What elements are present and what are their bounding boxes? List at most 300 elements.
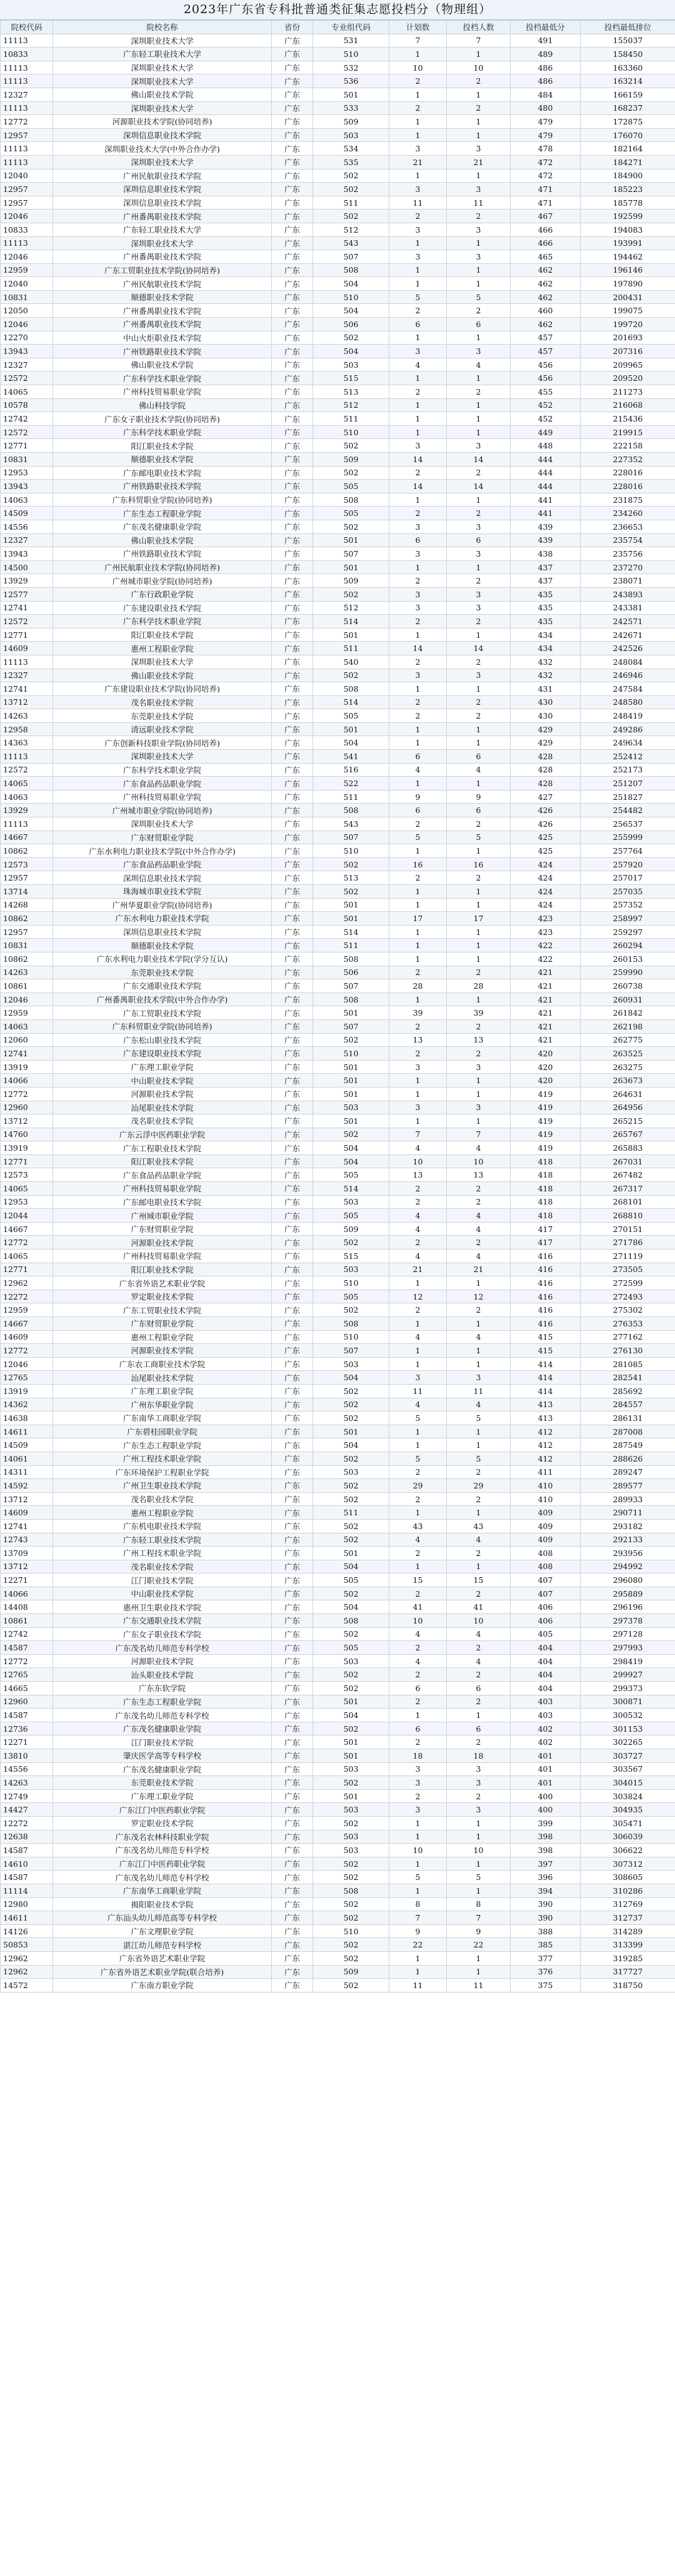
cell-school-name: 广东科学技术职业学院 — [53, 371, 272, 385]
cell-school-code: 14609 — [1, 1506, 53, 1520]
cell-school-code: 14509 — [1, 1438, 53, 1452]
cell-province: 广东 — [272, 1465, 313, 1479]
cell-admitted-count: 1 — [447, 1560, 511, 1573]
cell-province: 广东 — [272, 1614, 313, 1628]
cell-admitted-count: 21 — [447, 155, 511, 169]
cell-province: 广东 — [272, 1303, 313, 1317]
cell-school-code: 14556 — [1, 1762, 53, 1776]
cell-plan-count: 2 — [389, 1641, 447, 1655]
cell-school-name: 深圳信息职业技术学院 — [53, 196, 272, 210]
cell-plan-count: 3 — [389, 183, 447, 196]
cell-school-name: 广州城市职业学院(协同培养) — [53, 574, 272, 588]
cell-school-name: 广东食品药品职业学院 — [53, 777, 272, 790]
cell-min-score: 421 — [511, 1033, 581, 1047]
cell-province: 广东 — [272, 1547, 313, 1560]
cell-school-code: 14065 — [1, 777, 53, 790]
cell-min-score: 419 — [511, 1128, 581, 1141]
cell-plan-count: 3 — [389, 1776, 447, 1790]
cell-school-code: 12957 — [1, 128, 53, 142]
cell-admitted-count: 2 — [447, 74, 511, 88]
cell-province: 广东 — [272, 1101, 313, 1114]
cell-admitted-count: 43 — [447, 1519, 511, 1533]
cell-min-rank: 282541 — [581, 1371, 675, 1385]
cell-major-group-code: 502 — [313, 885, 389, 899]
cell-plan-count: 3 — [389, 250, 447, 264]
cell-admitted-count: 3 — [447, 345, 511, 358]
cell-min-score: 466 — [511, 236, 581, 250]
cell-admitted-count: 28 — [447, 979, 511, 993]
cell-major-group-code: 503 — [313, 1357, 389, 1371]
cell-min-score: 416 — [511, 1263, 581, 1276]
cell-min-rank: 289933 — [581, 1492, 675, 1506]
cell-admitted-count: 6 — [447, 804, 511, 817]
cell-school-name: 广州番禺职业技术学院 — [53, 210, 272, 223]
cell-school-code: 13929 — [1, 804, 53, 817]
cell-admitted-count: 1 — [447, 939, 511, 952]
table-row — [1, 547, 675, 561]
cell-school-name: 深圳信息职业技术学院 — [53, 183, 272, 196]
cell-plan-count: 1 — [389, 1317, 447, 1331]
cell-province: 广东 — [272, 560, 313, 574]
cell-major-group-code: 515 — [313, 1250, 389, 1263]
cell-province: 广东 — [272, 1668, 313, 1682]
cell-province: 广东 — [272, 952, 313, 966]
table-row — [1, 587, 675, 601]
table-row — [1, 1303, 675, 1317]
cell-school-name: 广州番禺职业技术学院 — [53, 250, 272, 264]
cell-school-code: 12741 — [1, 1519, 53, 1533]
cell-province: 广东 — [272, 709, 313, 723]
cell-min-score: 410 — [511, 1479, 581, 1493]
cell-min-score: 406 — [511, 1600, 581, 1614]
cell-province: 广东 — [272, 547, 313, 561]
cell-major-group-code: 516 — [313, 763, 389, 777]
cell-admitted-count: 1 — [447, 1884, 511, 1897]
cell-major-group-code: 501 — [313, 898, 389, 912]
cell-major-group-code: 503 — [313, 1263, 389, 1276]
cell-school-name: 广东轻工职业技术大学 — [53, 223, 272, 236]
cell-province: 广东 — [272, 210, 313, 223]
cell-major-group-code: 501 — [313, 1735, 389, 1749]
cell-min-rank: 287008 — [581, 1425, 675, 1438]
cell-min-rank: 285692 — [581, 1384, 675, 1398]
cell-plan-count: 1 — [389, 1857, 447, 1871]
table-row — [1, 857, 675, 871]
cell-province: 广东 — [272, 1871, 313, 1884]
cell-admitted-count: 4 — [447, 358, 511, 371]
cell-admitted-count: 3 — [447, 250, 511, 264]
cell-plan-count: 4 — [389, 358, 447, 371]
cell-admitted-count: 7 — [447, 1911, 511, 1925]
cell-min-score: 457 — [511, 331, 581, 345]
cell-admitted-count: 1 — [447, 1317, 511, 1331]
cell-min-rank: 172875 — [581, 115, 675, 129]
cell-min-score: 462 — [511, 277, 581, 291]
cell-major-group-code: 509 — [313, 1222, 389, 1236]
cell-admitted-count: 3 — [447, 587, 511, 601]
cell-school-code: 14065 — [1, 385, 53, 399]
cell-province: 广东 — [272, 1412, 313, 1425]
cell-school-name: 东莞职业技术学院 — [53, 709, 272, 723]
cell-major-group-code: 511 — [313, 642, 389, 655]
cell-min-score: 439 — [511, 520, 581, 533]
cell-province: 广东 — [272, 763, 313, 777]
cell-min-score: 431 — [511, 682, 581, 696]
cell-plan-count: 14 — [389, 642, 447, 655]
cell-plan-count: 1 — [389, 628, 447, 642]
table-row — [1, 1668, 675, 1682]
cell-plan-count: 3 — [389, 669, 447, 682]
cell-province: 广东 — [272, 398, 313, 412]
cell-province: 广东 — [272, 236, 313, 250]
cell-min-score: 408 — [511, 1547, 581, 1560]
table-row — [1, 1154, 675, 1168]
cell-major-group-code: 505 — [313, 1290, 389, 1303]
cell-province: 广东 — [272, 1924, 313, 1938]
cell-school-name: 广东云浮中医药职业学院 — [53, 1128, 272, 1141]
cell-school-name: 广东财贸职业学院 — [53, 1317, 272, 1331]
cell-admitted-count: 1 — [447, 736, 511, 750]
cell-plan-count: 2 — [389, 101, 447, 115]
cell-admitted-count: 4 — [447, 1398, 511, 1412]
cell-admitted-count: 13 — [447, 1033, 511, 1047]
cell-plan-count: 17 — [389, 912, 447, 926]
cell-min-rank: 242671 — [581, 628, 675, 642]
table-row — [1, 682, 675, 696]
cell-min-rank: 257764 — [581, 844, 675, 858]
cell-school-code: 12271 — [1, 1573, 53, 1587]
cell-min-rank: 268101 — [581, 1195, 675, 1209]
cell-school-code: 14556 — [1, 520, 53, 533]
cell-school-code: 12962 — [1, 1276, 53, 1290]
cell-min-rank: 306622 — [581, 1844, 675, 1857]
cell-major-group-code: 512 — [313, 398, 389, 412]
cell-admitted-count: 5 — [447, 1452, 511, 1465]
cell-school-name: 广东轻工职业技术大学 — [53, 48, 272, 61]
cell-plan-count: 1 — [389, 1425, 447, 1438]
cell-school-name: 广东科学技术职业学院 — [53, 615, 272, 629]
cell-major-group-code: 505 — [313, 1573, 389, 1587]
cell-admitted-count: 2 — [447, 871, 511, 885]
cell-min-score: 416 — [511, 1276, 581, 1290]
cell-province: 广东 — [272, 507, 313, 520]
cell-plan-count: 2 — [389, 1789, 447, 1803]
cell-plan-count: 1 — [389, 736, 447, 750]
cell-min-score: 489 — [511, 48, 581, 61]
table-row — [1, 493, 675, 507]
cell-school-code: 50853 — [1, 1938, 53, 1952]
cell-admitted-count: 3 — [447, 1776, 511, 1790]
cell-major-group-code: 508 — [313, 804, 389, 817]
cell-plan-count: 2 — [389, 695, 447, 709]
cell-province: 广东 — [272, 128, 313, 142]
cell-admitted-count: 3 — [447, 547, 511, 561]
cell-admitted-count: 1 — [447, 371, 511, 385]
table-header-row — [1, 21, 675, 34]
cell-major-group-code: 502 — [313, 1897, 389, 1911]
cell-province: 广东 — [272, 345, 313, 358]
cell-school-code: 14587 — [1, 1709, 53, 1722]
cell-major-group-code: 511 — [313, 412, 389, 426]
cell-admitted-count: 11 — [447, 1979, 511, 1993]
cell-school-name: 广东碧桂园职业学院 — [53, 1425, 272, 1438]
cell-school-code: 11113 — [1, 236, 53, 250]
cell-min-score: 456 — [511, 358, 581, 371]
cell-min-rank: 302265 — [581, 1735, 675, 1749]
cell-school-name: 广州华夏职业学院(协同培养) — [53, 898, 272, 912]
cell-major-group-code: 504 — [313, 345, 389, 358]
cell-major-group-code: 503 — [313, 358, 389, 371]
cell-plan-count: 14 — [389, 453, 447, 467]
cell-school-code: 12771 — [1, 628, 53, 642]
cell-school-name: 茂名职业技术学院 — [53, 1114, 272, 1128]
cell-plan-count: 5 — [389, 1452, 447, 1465]
cell-school-name: 广东女子职业技术学院 — [53, 1627, 272, 1641]
cell-province: 广东 — [272, 1884, 313, 1897]
cell-plan-count: 4 — [389, 1141, 447, 1155]
cell-min-rank: 265767 — [581, 1128, 675, 1141]
cell-school-code: 14611 — [1, 1425, 53, 1438]
cell-school-code: 14592 — [1, 1479, 53, 1493]
cell-min-score: 420 — [511, 1060, 581, 1074]
cell-min-rank: 296080 — [581, 1573, 675, 1587]
cell-min-rank: 307312 — [581, 1857, 675, 1871]
cell-plan-count: 6 — [389, 1722, 447, 1735]
cell-major-group-code: 503 — [313, 1654, 389, 1668]
cell-school-code: 12960 — [1, 1101, 53, 1114]
cell-min-score: 388 — [511, 1924, 581, 1938]
cell-min-rank: 252412 — [581, 750, 675, 764]
cell-admitted-count: 1 — [447, 425, 511, 439]
cell-plan-count: 18 — [389, 1749, 447, 1763]
cell-plan-count: 21 — [389, 1263, 447, 1276]
cell-min-score: 418 — [511, 1209, 581, 1223]
cell-school-name: 惠州工程职业学院 — [53, 1506, 272, 1520]
cell-min-rank: 264956 — [581, 1101, 675, 1114]
cell-school-code: 14760 — [1, 1128, 53, 1141]
cell-school-code: 10833 — [1, 48, 53, 61]
cell-plan-count: 2 — [389, 466, 447, 480]
table-row — [1, 1816, 675, 1830]
cell-province: 广东 — [272, 304, 313, 318]
cell-min-score: 449 — [511, 425, 581, 439]
cell-province: 广东 — [272, 318, 313, 331]
cell-min-score: 396 — [511, 1871, 581, 1884]
cell-min-rank: 261842 — [581, 1006, 675, 1020]
cell-admitted-count: 2 — [447, 1668, 511, 1682]
cell-admitted-count: 2 — [447, 817, 511, 831]
cell-school-name: 东莞职业技术学院 — [53, 1776, 272, 1790]
cell-min-rank: 305471 — [581, 1816, 675, 1830]
cell-major-group-code: 508 — [313, 952, 389, 966]
cell-min-score: 394 — [511, 1884, 581, 1897]
cell-major-group-code: 508 — [313, 993, 389, 1006]
cell-admitted-count: 3 — [447, 1101, 511, 1114]
cell-min-score: 441 — [511, 507, 581, 520]
cell-min-rank: 296196 — [581, 1600, 675, 1614]
cell-min-score: 448 — [511, 439, 581, 453]
cell-min-score: 444 — [511, 453, 581, 467]
cell-major-group-code: 510 — [313, 844, 389, 858]
cell-plan-count: 6 — [389, 804, 447, 817]
cell-school-code: 12741 — [1, 601, 53, 615]
cell-province: 广东 — [272, 777, 313, 790]
table-row — [1, 1357, 675, 1371]
cell-plan-count: 5 — [389, 831, 447, 844]
table-row — [1, 993, 675, 1006]
cell-school-code: 12765 — [1, 1668, 53, 1682]
cell-school-code: 12749 — [1, 1789, 53, 1803]
cell-province: 广东 — [272, 1128, 313, 1141]
cell-school-name: 广东理工职业学院 — [53, 1789, 272, 1803]
cell-min-score: 413 — [511, 1412, 581, 1425]
cell-province: 广东 — [272, 1060, 313, 1074]
cell-admitted-count: 3 — [447, 223, 511, 236]
cell-min-score: 452 — [511, 398, 581, 412]
header-major-group-code: 专业组代码 — [313, 21, 389, 34]
cell-province: 广东 — [272, 722, 313, 736]
cell-plan-count: 2 — [389, 655, 447, 669]
cell-province: 广东 — [272, 466, 313, 480]
cell-min-rank: 196146 — [581, 263, 675, 277]
cell-province: 广东 — [272, 1357, 313, 1371]
cell-school-code: 10578 — [1, 398, 53, 412]
table-row — [1, 183, 675, 196]
cell-major-group-code: 509 — [313, 574, 389, 588]
cell-min-score: 400 — [511, 1803, 581, 1817]
cell-school-name: 广州番禺职业技术学院(中外合作办学) — [53, 993, 272, 1006]
cell-major-group-code: 502 — [313, 1911, 389, 1925]
cell-school-name: 广东轻工职业技术学院 — [53, 1533, 272, 1547]
cell-plan-count: 1 — [389, 331, 447, 345]
cell-school-code: 12957 — [1, 196, 53, 210]
cell-major-group-code: 504 — [313, 1154, 389, 1168]
page-title: 2023年广东省专科批普通类征集志愿投档分（物理组） — [0, 0, 675, 20]
cell-admitted-count: 2 — [447, 385, 511, 399]
cell-major-group-code: 504 — [313, 1371, 389, 1385]
cell-min-rank: 299373 — [581, 1682, 675, 1695]
cell-min-score: 444 — [511, 480, 581, 493]
cell-school-code: 12040 — [1, 277, 53, 291]
cell-min-score: 401 — [511, 1776, 581, 1790]
table-row — [1, 1965, 675, 1979]
cell-admitted-count: 1 — [447, 1087, 511, 1101]
cell-province: 广东 — [272, 480, 313, 493]
cell-admitted-count: 2 — [447, 1236, 511, 1250]
cell-school-name: 广东汕头幼儿师范高等专科学校 — [53, 1911, 272, 1925]
table-row — [1, 1641, 675, 1655]
cell-min-score: 478 — [511, 142, 581, 156]
cell-school-name: 汕尾职业技术学院 — [53, 1101, 272, 1114]
cell-major-group-code: 506 — [313, 318, 389, 331]
cell-major-group-code: 502 — [313, 587, 389, 601]
cell-plan-count: 2 — [389, 1465, 447, 1479]
cell-plan-count: 1 — [389, 128, 447, 142]
cell-min-rank: 257352 — [581, 898, 675, 912]
cell-min-score: 491 — [511, 34, 581, 48]
table-row — [1, 1250, 675, 1263]
cell-admitted-count: 7 — [447, 1128, 511, 1141]
table-row — [1, 1195, 675, 1209]
cell-plan-count: 2 — [389, 1587, 447, 1600]
cell-school-name: 广东水利电力职业技术学院(中外合作办学) — [53, 844, 272, 858]
cell-school-code: 11113 — [1, 74, 53, 88]
cell-min-score: 486 — [511, 61, 581, 74]
cell-school-name: 河源职业技术学院 — [53, 1654, 272, 1668]
cell-school-code: 10861 — [1, 979, 53, 993]
cell-min-rank: 199075 — [581, 304, 675, 318]
cell-min-rank: 304935 — [581, 1803, 675, 1817]
cell-admitted-count: 8 — [447, 1897, 511, 1911]
cell-major-group-code: 502 — [313, 1452, 389, 1465]
cell-plan-count: 1 — [389, 1114, 447, 1128]
cell-major-group-code: 502 — [313, 1533, 389, 1547]
table-row — [1, 1371, 675, 1385]
cell-province: 广东 — [272, 520, 313, 533]
cell-school-code: 13919 — [1, 1060, 53, 1074]
cell-admitted-count: 1 — [447, 1276, 511, 1290]
cell-min-score: 456 — [511, 371, 581, 385]
cell-major-group-code: 502 — [313, 1384, 389, 1398]
cell-min-rank: 192599 — [581, 210, 675, 223]
cell-min-rank: 249286 — [581, 722, 675, 736]
cell-school-code: 14587 — [1, 1871, 53, 1884]
cell-province: 广东 — [272, 1033, 313, 1047]
cell-plan-count: 3 — [389, 587, 447, 601]
table-row — [1, 1627, 675, 1641]
cell-min-rank: 314289 — [581, 1924, 675, 1938]
cell-min-rank: 295889 — [581, 1587, 675, 1600]
cell-min-rank: 184271 — [581, 155, 675, 169]
cell-admitted-count: 3 — [447, 1803, 511, 1817]
cell-school-code: 10862 — [1, 844, 53, 858]
cell-admitted-count: 2 — [447, 1303, 511, 1317]
cell-school-name: 广东行政职业学院 — [53, 587, 272, 601]
cell-min-rank: 268810 — [581, 1209, 675, 1223]
cell-school-name: 佛山职业技术学院 — [53, 669, 272, 682]
cell-min-rank: 275302 — [581, 1303, 675, 1317]
cell-plan-count: 11 — [389, 196, 447, 210]
cell-admitted-count: 1 — [447, 560, 511, 574]
cell-major-group-code: 510 — [313, 290, 389, 304]
cell-min-rank: 276353 — [581, 1317, 675, 1331]
cell-school-code: 14363 — [1, 736, 53, 750]
cell-school-code: 14408 — [1, 1600, 53, 1614]
cell-major-group-code: 501 — [313, 1789, 389, 1803]
cell-school-name: 广东交通职业技术学院 — [53, 1614, 272, 1628]
cell-min-score: 401 — [511, 1762, 581, 1776]
cell-admitted-count: 3 — [447, 142, 511, 156]
table-row — [1, 142, 675, 156]
table-row — [1, 358, 675, 371]
cell-min-score: 376 — [511, 1965, 581, 1979]
cell-school-name: 深圳信息职业技术学院 — [53, 871, 272, 885]
table-row — [1, 1709, 675, 1722]
cell-school-code: 12572 — [1, 425, 53, 439]
cell-school-name: 广东茂名健康职业学院 — [53, 1722, 272, 1735]
cell-province: 广东 — [272, 682, 313, 696]
cell-province: 广东 — [272, 912, 313, 926]
cell-major-group-code: 507 — [313, 1019, 389, 1033]
table-row — [1, 817, 675, 831]
cell-school-name: 罗定职业技术学院 — [53, 1290, 272, 1303]
cell-admitted-count: 2 — [447, 655, 511, 669]
cell-min-score: 424 — [511, 885, 581, 899]
cell-school-code: 14587 — [1, 1641, 53, 1655]
cell-school-name: 中山火炬职业技术学院 — [53, 331, 272, 345]
cell-major-group-code: 510 — [313, 1330, 389, 1344]
cell-school-name: 佛山职业技术学院 — [53, 533, 272, 547]
